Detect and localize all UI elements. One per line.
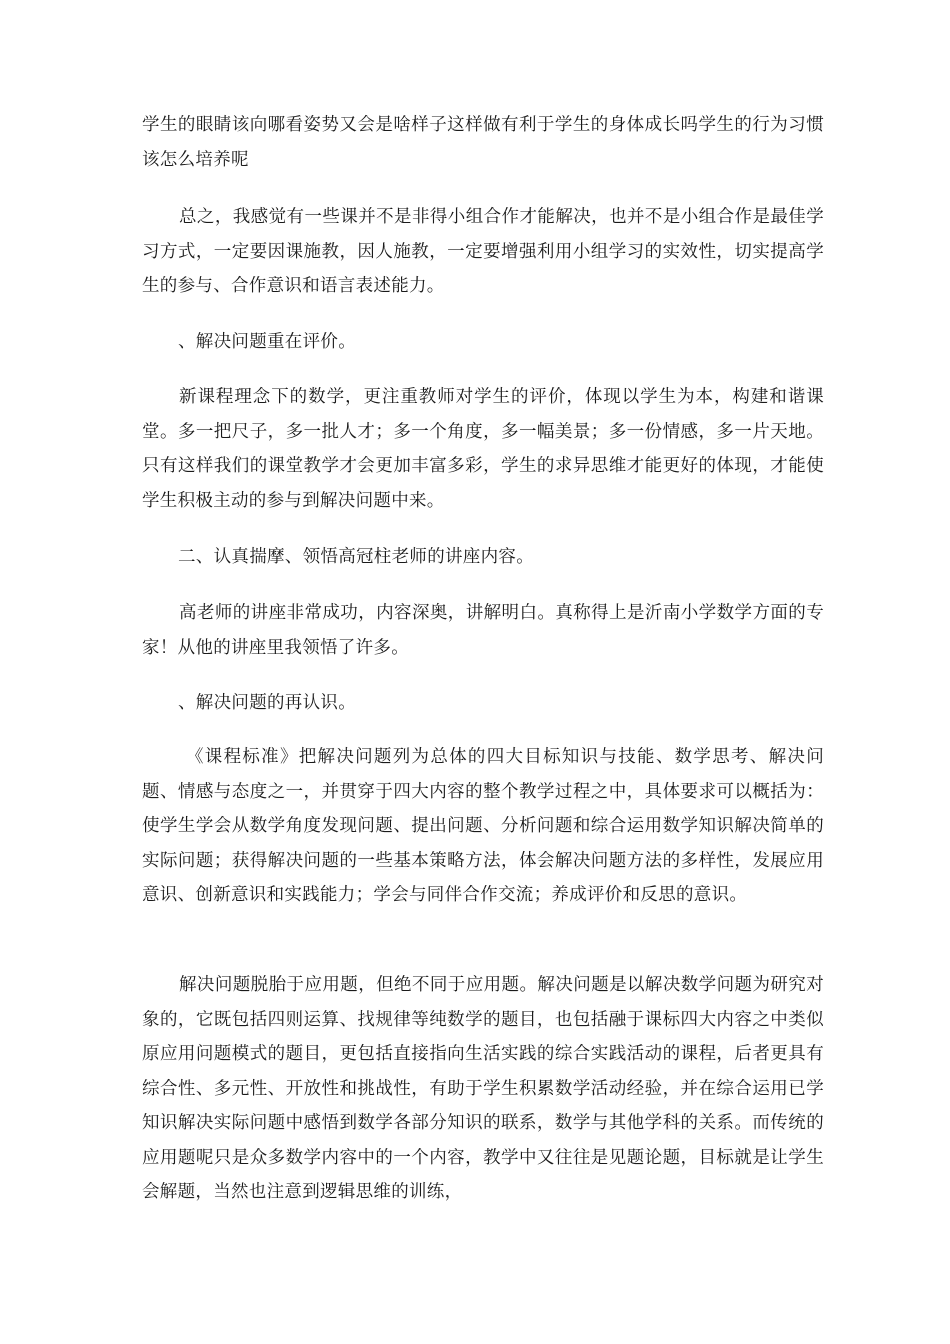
- paragraph-continuation: 学生的眼睛该向哪看姿势又会是啥样子这样做有利于学生的身体成长吗学生的行为习惯该怎么培养呢: [142, 115, 824, 170]
- section-heading-reunderstanding: 、解决问题的再认识。: [178, 693, 356, 713]
- paragraph-summary: 总之，我感觉有一些课并不是非得小组合作才能解决，也并不是小组合作是最佳学习方式，一定要因课施教，因人施教，一定要增强利用小组学习的实效性，切实提高学生的参与、合作意识和语言表述能力。: [142, 207, 824, 296]
- paragraph-problem-solving: 解决问题脱胎于应用题，但绝不同于应用题。解决问题是以解决数学问题为研究对象的，它既包括四则运算、找规律等纯数学的题目，也包括融于课标四大内容之中类似原应用问题模式的题目，更包括直接指向生活实践的综合实践活动的课程，后者更具有综合性、多元性、开放性和挑战性，有助于学生积累数学活动经验，并在综合运用已学知识解决实际问题中感悟到数学各部分知识的联系，数学与其他学科的关系。而传统的应用题呢只是众多数学内容中的一个内容，教学中又往往是见题论题，目标就是让学生会解题，当然也注意到逻辑思维的训练，: [142, 975, 824, 1202]
- paragraph-lecture: 高老师的讲座非常成功，内容深奥，讲解明白。真称得上是沂南小学数学方面的专家！从他的讲座里我领悟了许多。: [142, 603, 824, 658]
- section-heading-lecture: 二、认真揣摩、领悟高冠柱老师的讲座内容。: [178, 547, 534, 567]
- paragraph-evaluation: 新课程理念下的数学，更注重教师对学生的评价，体现以学生为本，构建和谐课堂。多一把尺子，多一批人才；多一个角度，多一幅美景；多一份情感，多一片天地。只有这样我们的课堂教学才会更加丰富多彩，学生的求异思维才能更好的体现，才能使学生积极主动的参与到解决问题中来。: [142, 387, 824, 511]
- paragraph-curriculum-standard: 《课程标准》把解决问题列为总体的四大目标知识与技能、数学思考、解决问题、情感与态度之一，并贯穿于四大内容的整个教学过程之中，具体要求可以概括为：使学生学会从数学角度发现问题、提出问题、分析问题和综合运用数学知识解决简单的实际问题；获得解决问题的一些基本策略方法，体会解决问题方法的多样性，发展应用意识、创新意识和实践能力；学会与同伴合作交流；养成评价和反思的意识。: [142, 747, 824, 905]
- section-heading-evaluation: 、解决问题重在评价。: [178, 332, 356, 352]
